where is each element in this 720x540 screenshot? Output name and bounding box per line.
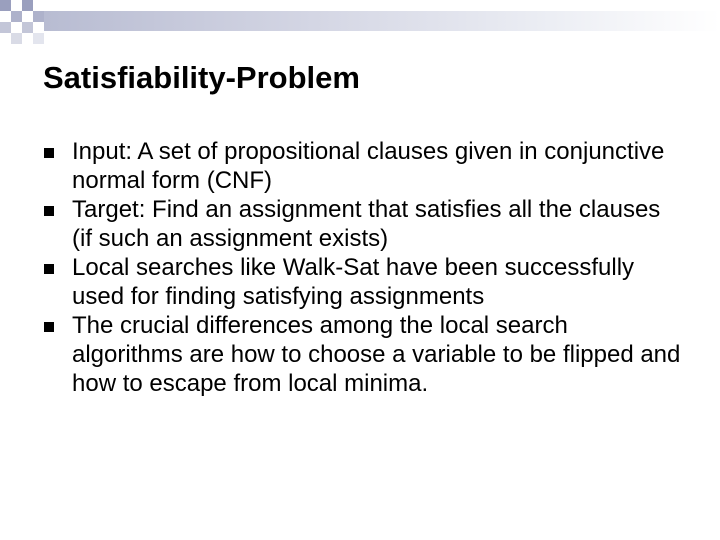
bullet-text: Target: Find an assignment that satisfies all the clauses (if such an assignment exists) (72, 196, 661, 252)
bullet-text: Input: A set of propositional clauses given in conjunctive normal form (CNF) (72, 138, 665, 194)
list-item (43, 137, 683, 195)
list-item (43, 253, 683, 311)
square-bullet-icon (44, 206, 54, 216)
bullet-text: Local searches like Walk-Sat have been successfully used for finding satisfying assignments (72, 254, 635, 310)
list-item (43, 311, 683, 398)
square-bullet-icon (44, 322, 54, 332)
header-gradient-bar (44, 11, 720, 31)
slide-title: Satisfiability-Problem (43, 60, 360, 95)
bullet-list (43, 137, 683, 398)
bullet-text: The crucial differences among the local search algorithms are how to choose a variable to be flipped and how to escape from local minima. (72, 312, 681, 397)
square-bullet-icon (44, 264, 54, 274)
list-item (43, 195, 683, 253)
square-bullet-icon (44, 148, 54, 158)
